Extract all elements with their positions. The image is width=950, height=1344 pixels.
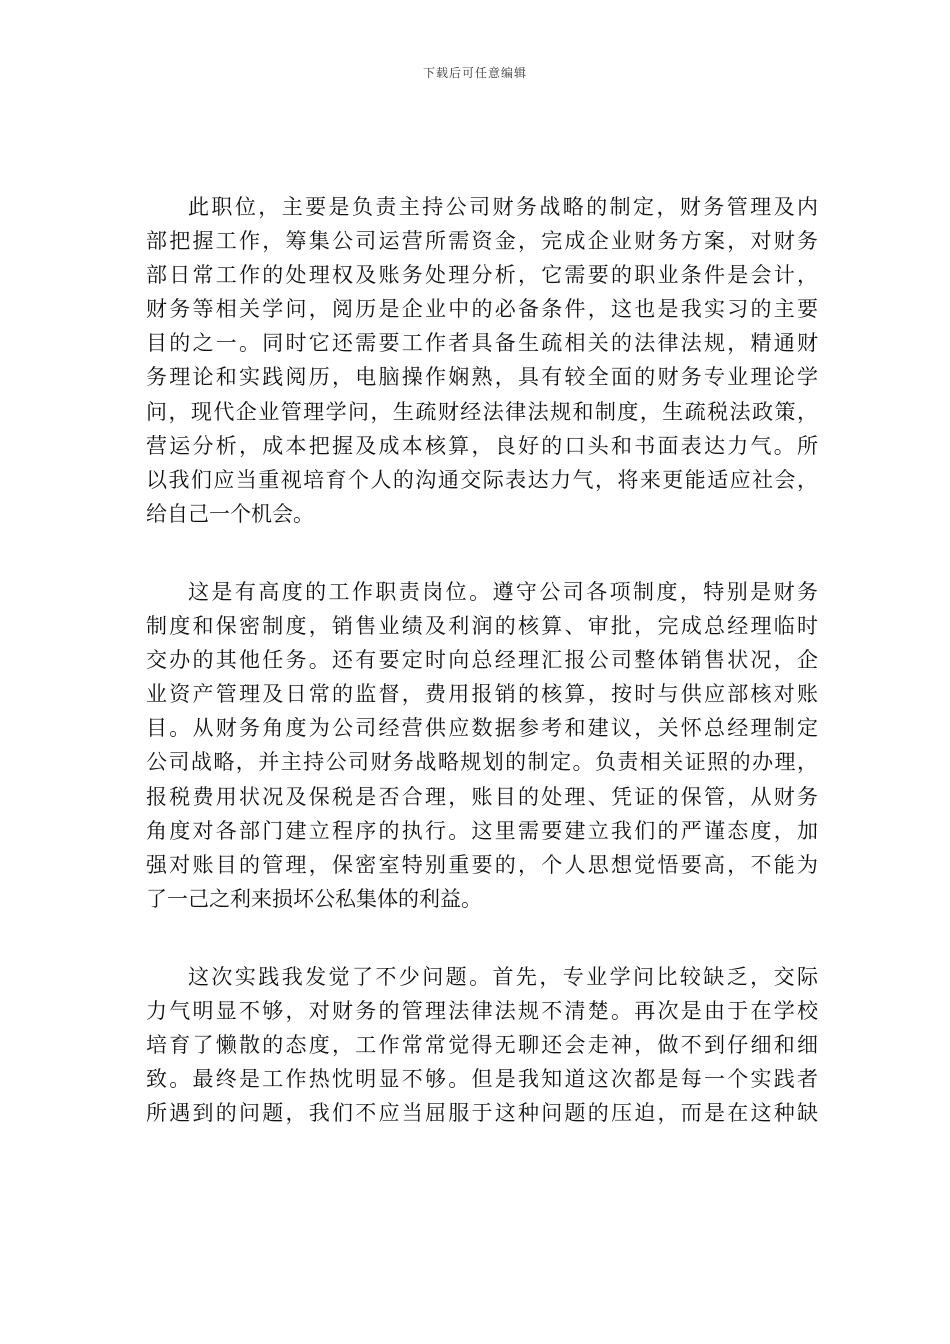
text-line: 营运分析，成本把握及成本核算，良好的口头和书面表达力气。所 (146, 433, 818, 458)
text-line: 业资产管理及日常的监督，费用报销的核算，按时与供应部核对账 (146, 682, 818, 707)
text-line: 以我们应当重视培育个人的沟通交际表达力气，将来更能适应社会， (146, 467, 818, 492)
text-line: 给自己一个机会。 (146, 501, 314, 526)
text-line: 致。最终是工作热忱明显不够。但是我知道这次都是每一个实践者 (146, 1067, 818, 1092)
paragraph-2 (146, 575, 818, 916)
text-line: 此职位，主要是负责主持公司财务战略的制定，财务管理及内 (188, 195, 818, 219)
text-line: 公司战略，并主持公司财务战略规划的制定。负责相关证照的办理， (146, 750, 818, 775)
text-line: 这是有高度的工作职责岗位。遵守公司各项制度，特别是财务 (188, 579, 818, 604)
page-header-note: 下载后可任意编辑 (422, 66, 527, 80)
text-line: 务理论和实践阅历，电脑操作娴熟，具有较全面的财务专业理论学 (146, 365, 818, 390)
text-line: 力气明显不够，对财务的管理法律法规不清楚。再次是由于在学校 (146, 998, 818, 1023)
text-line: 目的之一。同时它还需要工作者具备生疏相关的法律法规，精通财 (146, 331, 818, 356)
text-line: 了一己之利来损坏公私集体的利益。 (146, 886, 482, 911)
text-line: 培育了懒散的态度，工作常常觉得无聊还会走神，做不到仔细和细 (146, 1033, 818, 1058)
text-line: 交办的其他任务。还有要定时向总经理汇报公司整体销售状况，企 (146, 648, 818, 673)
text-line: 角度对各部门建立程序的执行。这里需要建立我们的严谨态度，加 (146, 818, 818, 843)
document-body (146, 190, 818, 1174)
text-line: 部把握工作，筹集公司运营所需资金，完成企业财务方案，对财务 (146, 229, 818, 254)
text-line: 财务等相关学问，阅历是企业中的必备条件，这也是我实习的主要 (146, 297, 818, 322)
text-line: 部日常工作的处理权及账务处理分析，它需要的职业条件是会计， (146, 263, 818, 288)
text-line: 强对账目的管理，保密室特别重要的，个人思想觉悟要高，不能为 (146, 852, 818, 877)
paragraph-3 (146, 960, 818, 1130)
text-line: 问，现代企业管理学问，生疏财经法律法规和制度，生疏税法政策， (146, 399, 818, 424)
text-line: 这次实践我发觉了不少问题。首先，专业学问比较缺乏，交际 (188, 964, 818, 989)
text-line: 目。从财务角度为公司经营供应数据参考和建议，关怀总经理制定 (146, 716, 818, 741)
paragraph-1 (146, 190, 818, 531)
text-line: 报税费用状况及保税是否合理，账目的处理、凭证的保管，从财务 (146, 784, 818, 809)
text-line: 所遇到的问题，我们不应当屈服于这种问题的压迫，而是在这种缺 (146, 1101, 818, 1126)
text-line: 制度和保密制度，销售业绩及利润的核算、审批，完成总经理临时 (146, 614, 818, 639)
